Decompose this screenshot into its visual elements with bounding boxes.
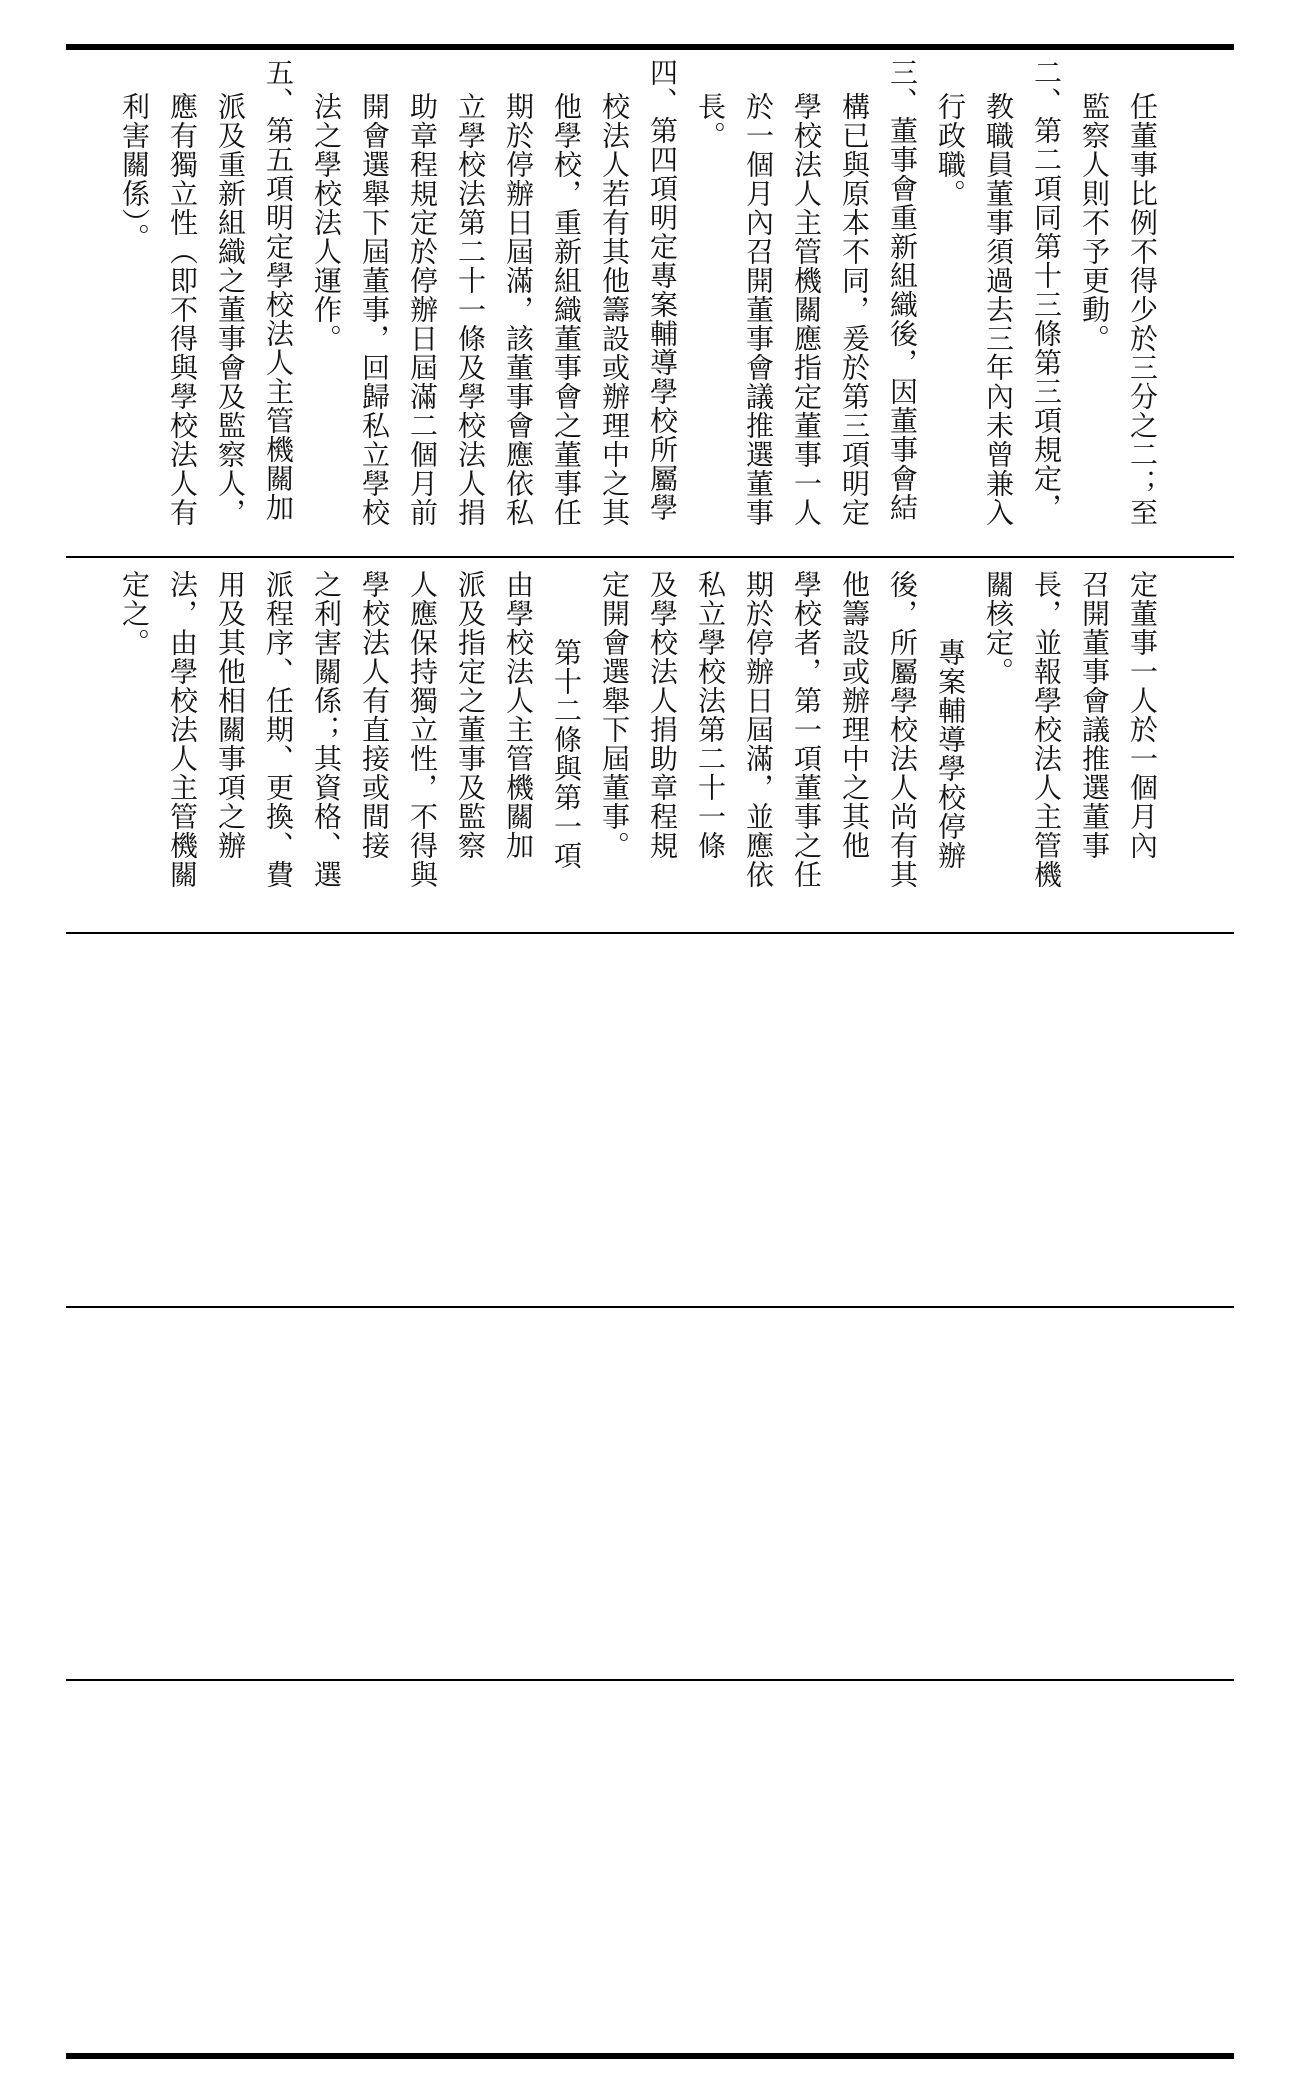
text-line: 助章程規定於停辦日屆滿二個月前 — [406, 92, 439, 527]
text-line: 應有獨立性（即不得與學校法人有 — [166, 92, 199, 527]
text-line: 派程序、任期、更換、費 — [262, 570, 295, 889]
text-line: 定之。 — [118, 570, 151, 657]
text-line: 期於停辦日屆滿，並應依 — [742, 570, 775, 889]
cell-divider-rule — [66, 932, 1234, 934]
text-line: 第十二條與第一項 — [550, 638, 583, 870]
text-line: 五、第五項明定學校法人主管機關加 — [262, 58, 295, 522]
explanation-column — [66, 58, 1166, 548]
text-line: 及學校法人捐助章程規 — [646, 570, 679, 860]
text-line: 關核定。 — [982, 570, 1015, 686]
text-line: 三、董事會重新組織後，因董事會結 — [886, 58, 919, 522]
text-line: 定董事一人於一個月內 — [1126, 570, 1159, 860]
text-line: 期於停辦日屆滿，該董事會應依私 — [502, 92, 535, 527]
text-line: 利害關係）。 — [118, 92, 151, 252]
text-line: 派及重新組織之董事會及監察人， — [214, 92, 247, 527]
text-line: 派及指定之董事及監察 — [454, 570, 487, 860]
cell-divider-rule — [66, 1679, 1234, 1681]
text-line: 立學校法第二十一條及學校法人捐 — [454, 92, 487, 527]
text-line: 構已與原本不同，爰於第三項明定 — [838, 92, 871, 527]
text-line: 教職員董事須過去三年內未曾兼入 — [982, 92, 1015, 527]
text-line: 二、第二項同第十三條第三項規定， — [1030, 58, 1063, 522]
text-line: 開會選舉下屆董事，回歸私立學校 — [358, 92, 391, 527]
text-line: 學校法人主管機關應指定董事一人 — [790, 92, 823, 527]
text-line: 長，並報學校法人主管機 — [1030, 570, 1063, 889]
text-line: 定開會選舉下屆董事。 — [598, 570, 631, 860]
text-line: 行政職。 — [934, 92, 967, 208]
top-border-rule — [66, 44, 1234, 50]
text-line: 校法人若有其他籌設或辦理中之其 — [598, 92, 631, 527]
text-line: 用及其他相關事項之辦 — [214, 570, 247, 860]
text-line: 他學校，重新組織董事會之董事任 — [550, 92, 583, 527]
text-line: 他籌設或辦理中之其他 — [838, 570, 871, 860]
text-line: 法，由學校法人主管機關 — [166, 570, 199, 889]
text-line: 之利害關係；其資格、選 — [310, 570, 343, 889]
text-line: 長。 — [694, 92, 727, 150]
text-line: 後，所屬學校法人尚有其 — [886, 570, 919, 889]
text-line: 由學校法人主管機關加 — [502, 570, 535, 860]
cell-divider-rule — [66, 1306, 1234, 1308]
text-line: 私立學校法第二十一條 — [694, 570, 727, 860]
text-line: 學校者，第一項董事之任 — [790, 570, 823, 889]
text-line: 任董事比例不得少於三分之二；至 — [1126, 92, 1159, 527]
article-column — [66, 570, 1166, 920]
text-line: 召開董事會議推選董事 — [1078, 570, 1111, 860]
cell-divider-rule — [66, 556, 1234, 558]
bottom-border-rule — [66, 2053, 1234, 2059]
text-line: 監察人則不予更動。 — [1078, 92, 1111, 353]
text-line: 於一個月內召開董事會議推選董事 — [742, 92, 775, 527]
text-line: 學校法人有直接或間接 — [358, 570, 391, 860]
text-line: 四、第四項明定專案輔導學校所屬學 — [646, 58, 679, 522]
text-line: 法之學校法人運作。 — [310, 92, 343, 353]
text-line: 人應保持獨立性，不得與 — [406, 570, 439, 889]
text-line: 專案輔導學校停辦 — [934, 638, 967, 870]
